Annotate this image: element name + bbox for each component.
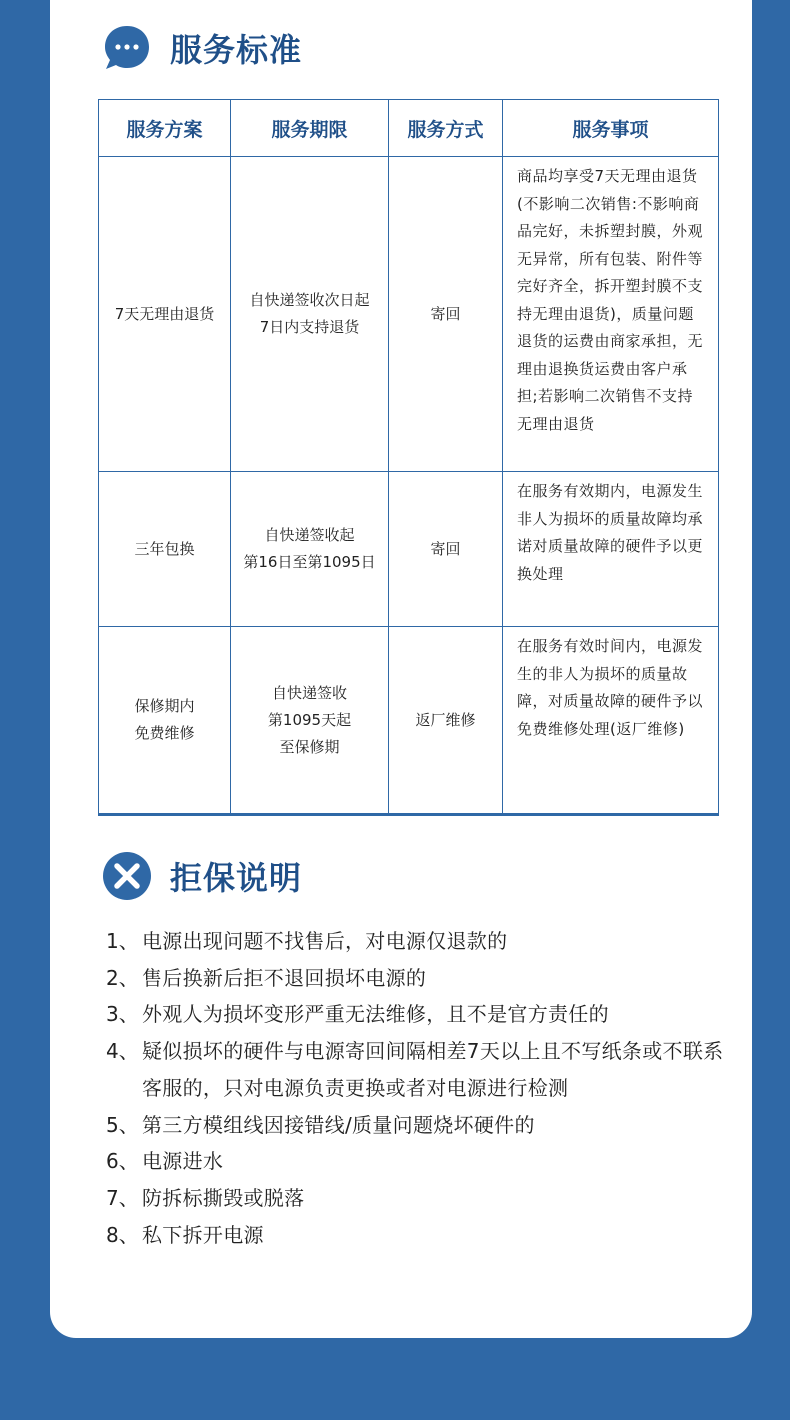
table-header-row [99, 100, 719, 157]
header-plan: 服务方案 [99, 100, 231, 157]
list-item: 5、 第三方模组线因接错线/质量问题烧坏硬件的 [106, 1112, 535, 1137]
list-item: 4、 疑似损坏的硬件与电源寄回间隔相差7天以上且不写纸条或不联系客服的，只对电源负责更换或者对电源进行检测 [106, 1039, 724, 1100]
table-row [99, 472, 719, 627]
reject-rules-list [106, 923, 726, 1253]
table-row [99, 627, 719, 815]
cell-details: 商品均享受7天无理由退货(不影响二次销售:不影响商品完好，未拆塑封膜，外观无异常，所有包装、附件等完好齐全，拆开塑封膜不支持无理由退货)，质量问题退货的运费由商家承担，无理由退换货运费由客户承担;若影响二次销售不支持无理由退货 [503, 157, 719, 472]
cell-plan: 保修期内 免费维修 [99, 627, 231, 815]
cell-method: 寄回 [389, 472, 503, 627]
list-item: 2、 售后换新后拒不退回损坏电源的 [106, 965, 427, 990]
cell-plan: 三年包换 [99, 472, 231, 627]
service-section-header [102, 23, 302, 73]
list-item: 7、 防拆标撕毁或脱落 [106, 1185, 305, 1210]
x-circle-icon [102, 851, 152, 901]
cell-period: 自快递签收 第1095天起 至保修期 [231, 627, 389, 815]
header-method: 服务方式 [389, 100, 503, 157]
cell-details: 在服务有效期内，电源发生非人为损坏的质量故障均承诺对质量故障的硬件予以更换处理 [503, 472, 719, 627]
cell-period: 自快递签收起 第16日至第1095日 [231, 472, 389, 627]
service-section-title: 服务标准 [170, 31, 303, 69]
reject-section-header [102, 851, 302, 901]
list-item: 3、 外观人为损坏变形严重无法维修，且不是官方责任的 [106, 1002, 609, 1027]
list-item: 6、 电源进水 [106, 1149, 224, 1174]
header-period: 服务期限 [231, 100, 389, 157]
cell-method: 返厂维修 [389, 627, 503, 815]
cell-plan: 7天无理由退货 [99, 157, 231, 472]
list-item: 1、 电源出现问题不找售后，对电源仅退款的 [106, 929, 508, 953]
cell-details: 在服务有效时间内，电源发生的非人为损坏的质量故障，对质量故障的硬件予以免费维修处理(返厂维修) [503, 627, 719, 815]
reject-section-title: 拒保说明 [170, 859, 303, 897]
chat-bubble-icon [102, 23, 152, 73]
cell-period: 自快递签收次日起 7日内支持退货 [231, 157, 389, 472]
service-table [98, 99, 719, 816]
header-details: 服务事项 [503, 100, 719, 157]
table-row [99, 157, 719, 472]
list-item: 8、 私下拆开电源 [106, 1222, 264, 1247]
cell-method: 寄回 [389, 157, 503, 472]
